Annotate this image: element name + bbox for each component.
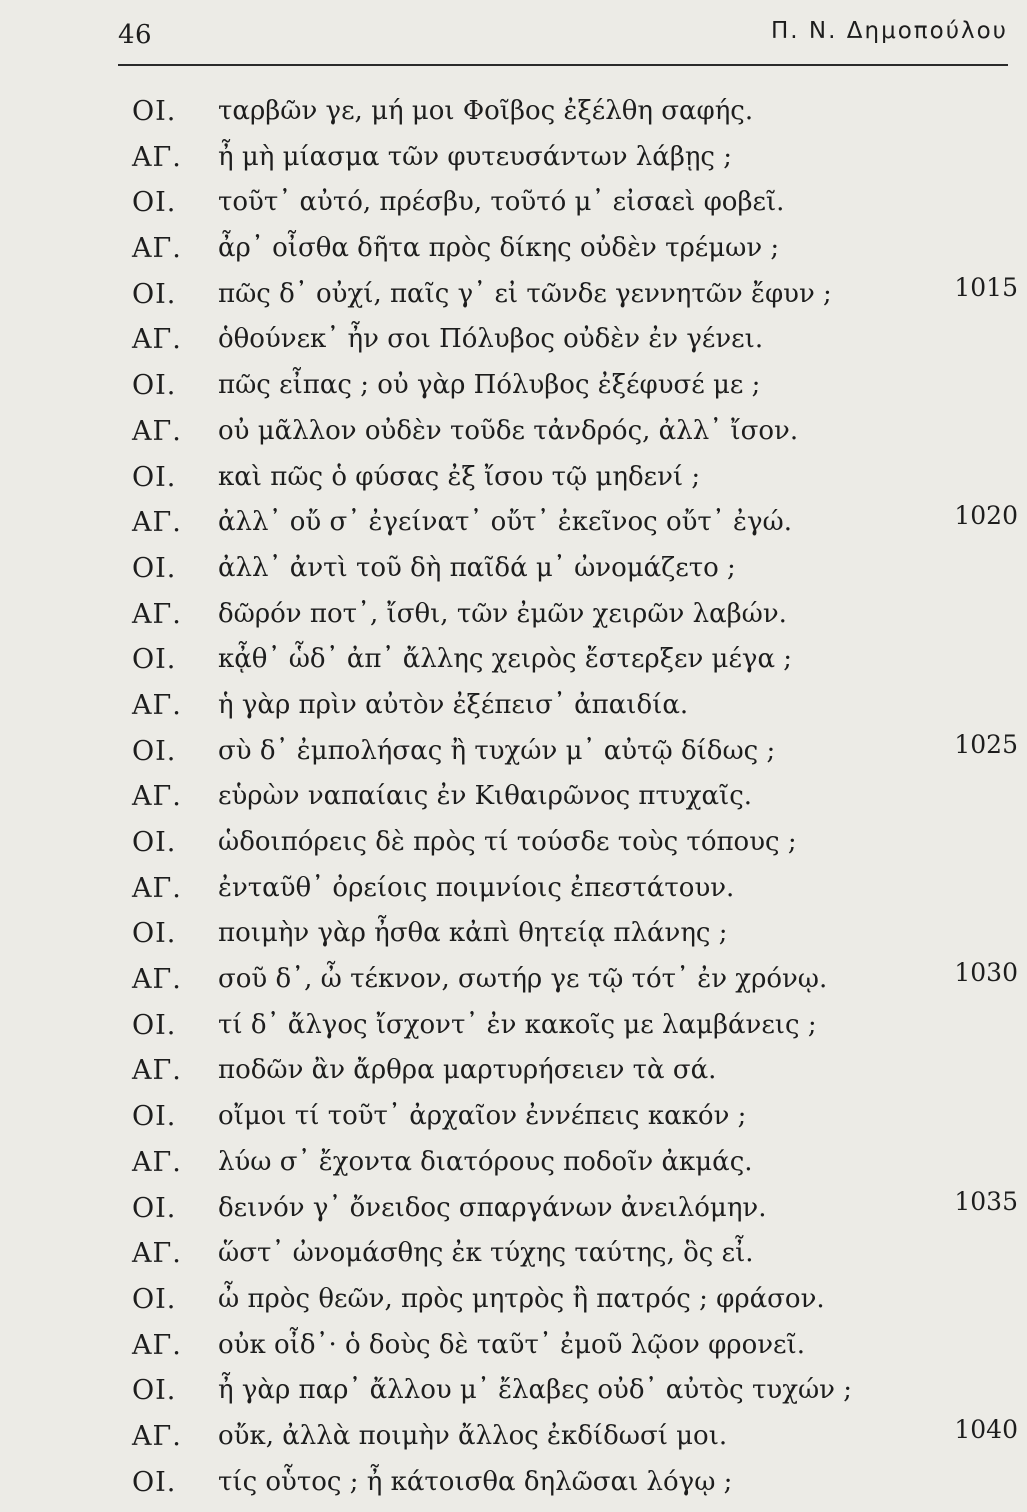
- verse-line: [0, 599, 1027, 645]
- verse-line: [0, 644, 1027, 690]
- verse-line: [0, 1101, 1027, 1147]
- verse-text: λύω σ᾿ ἔχοντα διατόρους ποδοῖν ἀκμάς.: [218, 1146, 753, 1177]
- speaker-label: ΟΙ.: [132, 370, 177, 402]
- verse-text: ἦ μὴ μίασμα τῶν φυτευσάντων λάβῃς ;: [218, 141, 733, 172]
- speaker-label: ΑΓ.: [132, 1238, 182, 1270]
- verse-line: [0, 1414, 1027, 1467]
- speaker-label: ΟΙ.: [132, 1101, 177, 1133]
- header-rule: [118, 64, 1008, 66]
- verse-line: [0, 1375, 1027, 1421]
- verse-line: [0, 233, 1027, 279]
- verse-line: [0, 1330, 1027, 1376]
- speaker-label: ΟΙ.: [132, 461, 177, 493]
- speaker-label: ΟΙ.: [132, 1375, 177, 1407]
- verse-text: οὐ μᾶλλον οὐδὲν τοῦδε τἀνδρός, ἀλλ᾿ ἴσον.: [218, 415, 799, 446]
- verse-text: δεινόν γ᾿ ὄνειδος σπαργάνων ἀνειλόμην.: [218, 1192, 767, 1223]
- verse-line: [0, 1010, 1027, 1056]
- verse-text: οὐκ οἶδ᾿· ὁ δοὺς δὲ ταῦτ᾿ ἐμοῦ λῷον φρονεῖ.: [218, 1329, 805, 1360]
- verse-text: καὶ πῶς ὁ φύσας ἐξ ἴσου τῷ μηδενί ;: [218, 461, 701, 492]
- verse-text: ὁθούνεκ᾿ ἦν σοι Πόλυβος οὐδὲν ἐν γένει.: [218, 324, 764, 355]
- verse-text: ποδῶν ἂν ἄρθρα μαρτυρήσειεν τὰ σά.: [218, 1055, 717, 1086]
- verse-text: ὥστ᾿ ὠνομάσθης ἐκ τύχης ταύτης, ὃς εἶ.: [218, 1238, 754, 1269]
- verse-text: τοῦτ᾿ αὐτό, πρέσβυ, τοῦτό μ᾿ εἰσαεὶ φοβεῖ.: [218, 187, 785, 218]
- verse-text: τίς οὗτος ; ἦ κάτοισθα δηλῶσαι λόγῳ ;: [218, 1466, 733, 1497]
- speaker-label: ΑΓ.: [132, 507, 182, 539]
- speaker-label: ΟΙ.: [132, 644, 177, 676]
- verse-line: [0, 958, 1027, 1010]
- verse-text: ἡ γὰρ πρὶν αὐτὸν ἐξέπεισ᾿ ἀπαιδία.: [218, 689, 689, 720]
- verse-line: [0, 918, 1027, 964]
- line-number: 1015: [954, 272, 1018, 302]
- dialogue: [0, 96, 1027, 1512]
- verse-text: ποιμὴν γὰρ ἦσθα κἀπὶ θητείᾳ πλάνης ;: [218, 918, 728, 949]
- line-number: 1020: [954, 501, 1018, 531]
- verse-line: [0, 827, 1027, 873]
- verse-line: [0, 729, 1027, 782]
- speaker-label: ΑΓ.: [132, 324, 182, 356]
- line-number: 1035: [954, 1186, 1018, 1216]
- verse-text: ταρβῶν γε, μή μοι Φοῖβος ἐξέλθη σαφής.: [218, 96, 754, 126]
- speaker-label: ΑΓ.: [132, 872, 182, 904]
- verse-text: πῶς δ᾿ οὐχί, παῖς γ᾿ εἰ τῶνδε γεννητῶν ἔφυν ;: [218, 278, 832, 309]
- verse-text: τί δ᾿ ἄλγος ἴσχοντ᾿ ἐν κακοῖς με λαμβάνεις ;: [218, 1009, 817, 1040]
- verse-line: [0, 142, 1027, 188]
- verse-text: σὺ δ᾿ ἐμπολήσας ἢ τυχών μ᾿ αὐτῷ δίδως ;: [218, 735, 776, 766]
- speaker-label: ΟΙ.: [132, 918, 177, 950]
- verse-line: [0, 324, 1027, 370]
- verse-line: [0, 416, 1027, 462]
- speaker-label: ΟΙ.: [132, 827, 177, 858]
- verse-text: ἆρ᾿ οἶσθα δῆτα πρὸς δίκης οὐδὲν τρέμων ;: [218, 233, 780, 264]
- verse-line: [0, 1055, 1027, 1101]
- verse-line: [0, 1186, 1027, 1239]
- verse-text: οἴμοι τί τοῦτ᾿ ἀρχαῖον ἐννέπεις κακόν ;: [218, 1101, 747, 1132]
- speaker-label: ΑΓ.: [132, 598, 182, 630]
- speaker-label: ΟΙ.: [132, 1192, 177, 1224]
- running-head: Π. Ν. Δημοπούλου: [771, 18, 1008, 44]
- speaker-label: ΟΙ.: [132, 278, 177, 310]
- verse-line: [0, 1147, 1027, 1193]
- speaker-label: ΟΙ.: [132, 735, 177, 767]
- speaker-label: ΟΙ.: [132, 1283, 177, 1315]
- verse-text: ὡδοιπόρεις δὲ πρὸς τί τούσδε τοὺς τόπους ;: [218, 827, 797, 857]
- verse-line: [0, 1284, 1027, 1330]
- verse-text: πῶς εἶπας ; οὐ γὰρ Πόλυβος ἐξέφυσέ με ;: [218, 370, 761, 401]
- line-number: 1040: [954, 1414, 1018, 1444]
- verse-line: [0, 501, 1027, 553]
- verse-line: [0, 873, 1027, 919]
- verse-text: ἀλλ᾿ οὔ σ᾿ ἐγείνατ᾿ οὔτ᾿ ἐκεῖνος οὔτ᾿ ἐγώ.: [218, 507, 793, 538]
- speaker-label: ΑΓ.: [132, 233, 182, 265]
- verse-text: εὑρὼν ναπαίαις ἐν Κιθαιρῶνος πτυχαῖς.: [218, 781, 753, 812]
- speaker-label: ΑΓ.: [132, 141, 182, 173]
- verse-text: κᾆθ᾿ ὧδ᾿ ἀπ᾿ ἄλλης χειρὸς ἔστερξεν μέγα ;: [218, 644, 793, 675]
- verse-line: [0, 1238, 1027, 1284]
- speaker-label: ΟΙ.: [132, 1009, 177, 1041]
- verse-text: ὦ πρὸς θεῶν, πρὸς μητρὸς ἢ πατρός ; φράσον.: [218, 1283, 825, 1314]
- verse-line: [0, 96, 1027, 142]
- verse-line: [0, 370, 1027, 416]
- verse-line: [0, 272, 1027, 325]
- speaker-label: ΑΓ.: [132, 964, 182, 996]
- verse-line: [0, 781, 1027, 827]
- speaker-label: ΑΓ.: [132, 415, 182, 447]
- speaker-label: ΑΓ.: [132, 1420, 182, 1452]
- verse-text: ἐνταῦθ᾿ ὀρείοις ποιμνίοις ἐπεστάτουν.: [218, 872, 735, 903]
- speaker-label: ΟΙ.: [132, 552, 177, 584]
- line-number: 1030: [954, 958, 1018, 988]
- page-number: 46: [118, 20, 153, 50]
- verse-line: [0, 1467, 1027, 1512]
- page-header: [118, 16, 1008, 64]
- line-number: 1025: [954, 729, 1018, 759]
- verse-text: οὔκ, ἀλλὰ ποιμὴν ἄλλος ἐκδίδωσί μοι.: [218, 1420, 728, 1451]
- speaker-label: ΑΓ.: [132, 689, 182, 721]
- speaker-label: ΟΙ.: [132, 96, 177, 127]
- verse-line: [0, 187, 1027, 233]
- speaker-label: ΑΓ.: [132, 1146, 182, 1178]
- verse-text: σοῦ δ᾿, ὦ τέκνον, σωτήρ γε τῷ τότ᾿ ἐν χρόνῳ.: [218, 964, 828, 995]
- speaker-label: ΟΙ.: [132, 1466, 177, 1498]
- speaker-label: ΑΓ.: [132, 781, 182, 813]
- speaker-label: ΟΙ.: [132, 187, 177, 219]
- verse-line: [0, 462, 1027, 508]
- verse-line: [0, 690, 1027, 736]
- verse-text: ἀλλ᾿ ἀντὶ τοῦ δὴ παῖδά μ᾿ ὠνομάζετο ;: [218, 552, 736, 583]
- verse-text: ἦ γὰρ παρ᾿ ἄλλου μ᾿ ἔλαβες οὐδ᾿ αὐτὸς τυχών ;: [218, 1375, 852, 1406]
- verse-text: δῶρόν ποτ᾿, ἴσθι, τῶν ἐμῶν χειρῶν λαβών.: [218, 598, 787, 629]
- speaker-label: ΑΓ.: [132, 1329, 182, 1361]
- speaker-label: ΑΓ.: [132, 1055, 182, 1087]
- verse-line: [0, 553, 1027, 599]
